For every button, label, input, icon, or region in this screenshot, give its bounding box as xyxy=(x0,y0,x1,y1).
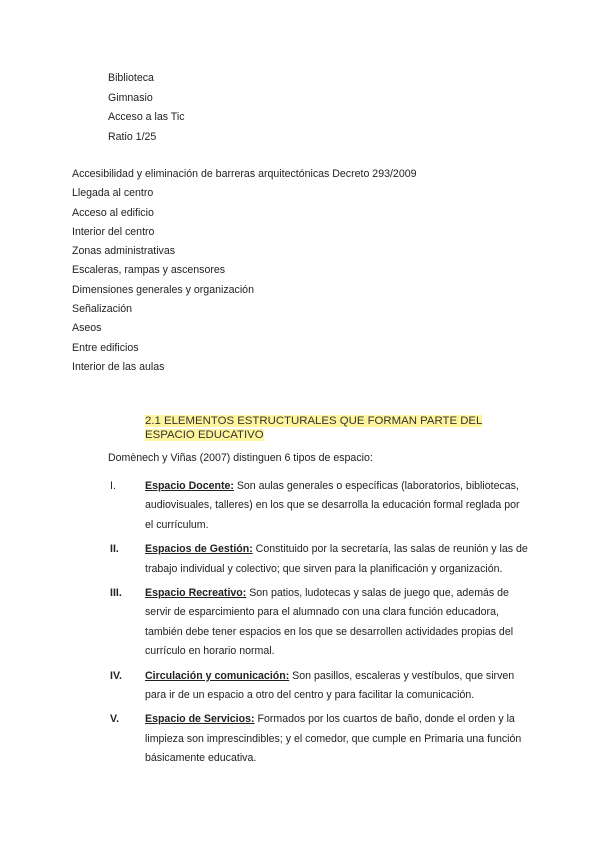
list-item: Dimensiones generales y organización xyxy=(72,283,254,296)
list-item-text: Son aulas generales o específicas (laboratorios, bibliotecas, audiovisuales, talleres) en los que se desarrolla la educación formal reglada por el currículum. xyxy=(145,480,520,531)
list-item-body xyxy=(145,540,528,579)
section-heading xyxy=(145,414,505,442)
list-item xyxy=(108,540,528,579)
list-item-title: Espacio Docente: xyxy=(145,480,234,492)
list-item-text: Constituido por la secretaría, las salas de reunión y las de trabajo individual y colectivo; que sirven para la planificación y organización. xyxy=(145,543,528,575)
list-item-body xyxy=(145,710,528,768)
intro-paragraph: Domènech y Viñas (2007) distinguen 6 tipos de espacio: xyxy=(108,452,373,464)
list-item xyxy=(108,710,528,768)
list-item: Interior del centro xyxy=(72,225,155,238)
list-item: Zonas administrativas xyxy=(72,245,176,258)
list-item-title: Espacios de Gestión: xyxy=(145,543,253,556)
list-item-text: Son pasillos, escaleras y vestíbulos, que sirven para ir de un espacio a otro del centro y para facilitar la comunicación. xyxy=(145,669,515,702)
list-item: Señalización xyxy=(72,303,133,316)
list-item-text: Formados por los cuartos de baño, donde el orden y la limpieza son imprescindibles; y el comedor, que cumple en Primaria una función básicamente educativa. xyxy=(145,713,522,765)
list-item: Ratio 1/25 xyxy=(108,130,157,143)
list-item: Aseos xyxy=(72,322,102,335)
list-item xyxy=(108,584,528,662)
list-item: Entre edificios xyxy=(72,341,139,354)
list-item: Acceso al edificio xyxy=(72,206,154,219)
list-number: V. xyxy=(110,713,120,726)
list-item: Escaleras, rampas y ascensores xyxy=(72,264,226,277)
list-item-body xyxy=(145,667,528,706)
facilities-list xyxy=(108,71,185,149)
list-number: I. xyxy=(110,480,116,492)
list-item-title: Espacio Recreativo: xyxy=(145,587,247,600)
list-item-text: Son patios, ludotecas y salas de juego que, además de servir de esparcimiento para el alumnado con una clara función educadora, también debe tener espacios en los que se desarrollen actividades propias del currículo en horario normal. xyxy=(145,587,514,658)
list-item: Llegada al centro xyxy=(72,187,154,200)
list-item-body xyxy=(145,584,528,662)
list-item xyxy=(108,667,528,706)
section-heading-text: 2.1 ELEMENTOS ESTRUCTURALES QUE FORMAN PARTE DEL ESPACIO EDUCATIVO xyxy=(145,415,483,441)
list-item-title: Circulación y comunicación: xyxy=(145,669,290,682)
list-item: Gimnasio xyxy=(108,91,153,104)
list-number: III. xyxy=(110,587,122,600)
list-item: Biblioteca xyxy=(108,72,154,84)
list-item: Acceso a las Tic xyxy=(108,111,185,123)
list-item xyxy=(108,477,528,535)
list-number: IV. xyxy=(110,669,122,682)
accessibility-list xyxy=(72,167,417,379)
list-item: Interior de las aulas xyxy=(72,360,165,373)
list-item-title: Espacio de Servicios: xyxy=(145,713,255,726)
list-number: II. xyxy=(110,543,119,556)
list-item: Accesibilidad y eliminación de barreras arquitectónicas Decreto 293/2009 xyxy=(72,168,417,180)
list-item-body xyxy=(145,477,528,535)
space-types-list xyxy=(108,477,528,774)
